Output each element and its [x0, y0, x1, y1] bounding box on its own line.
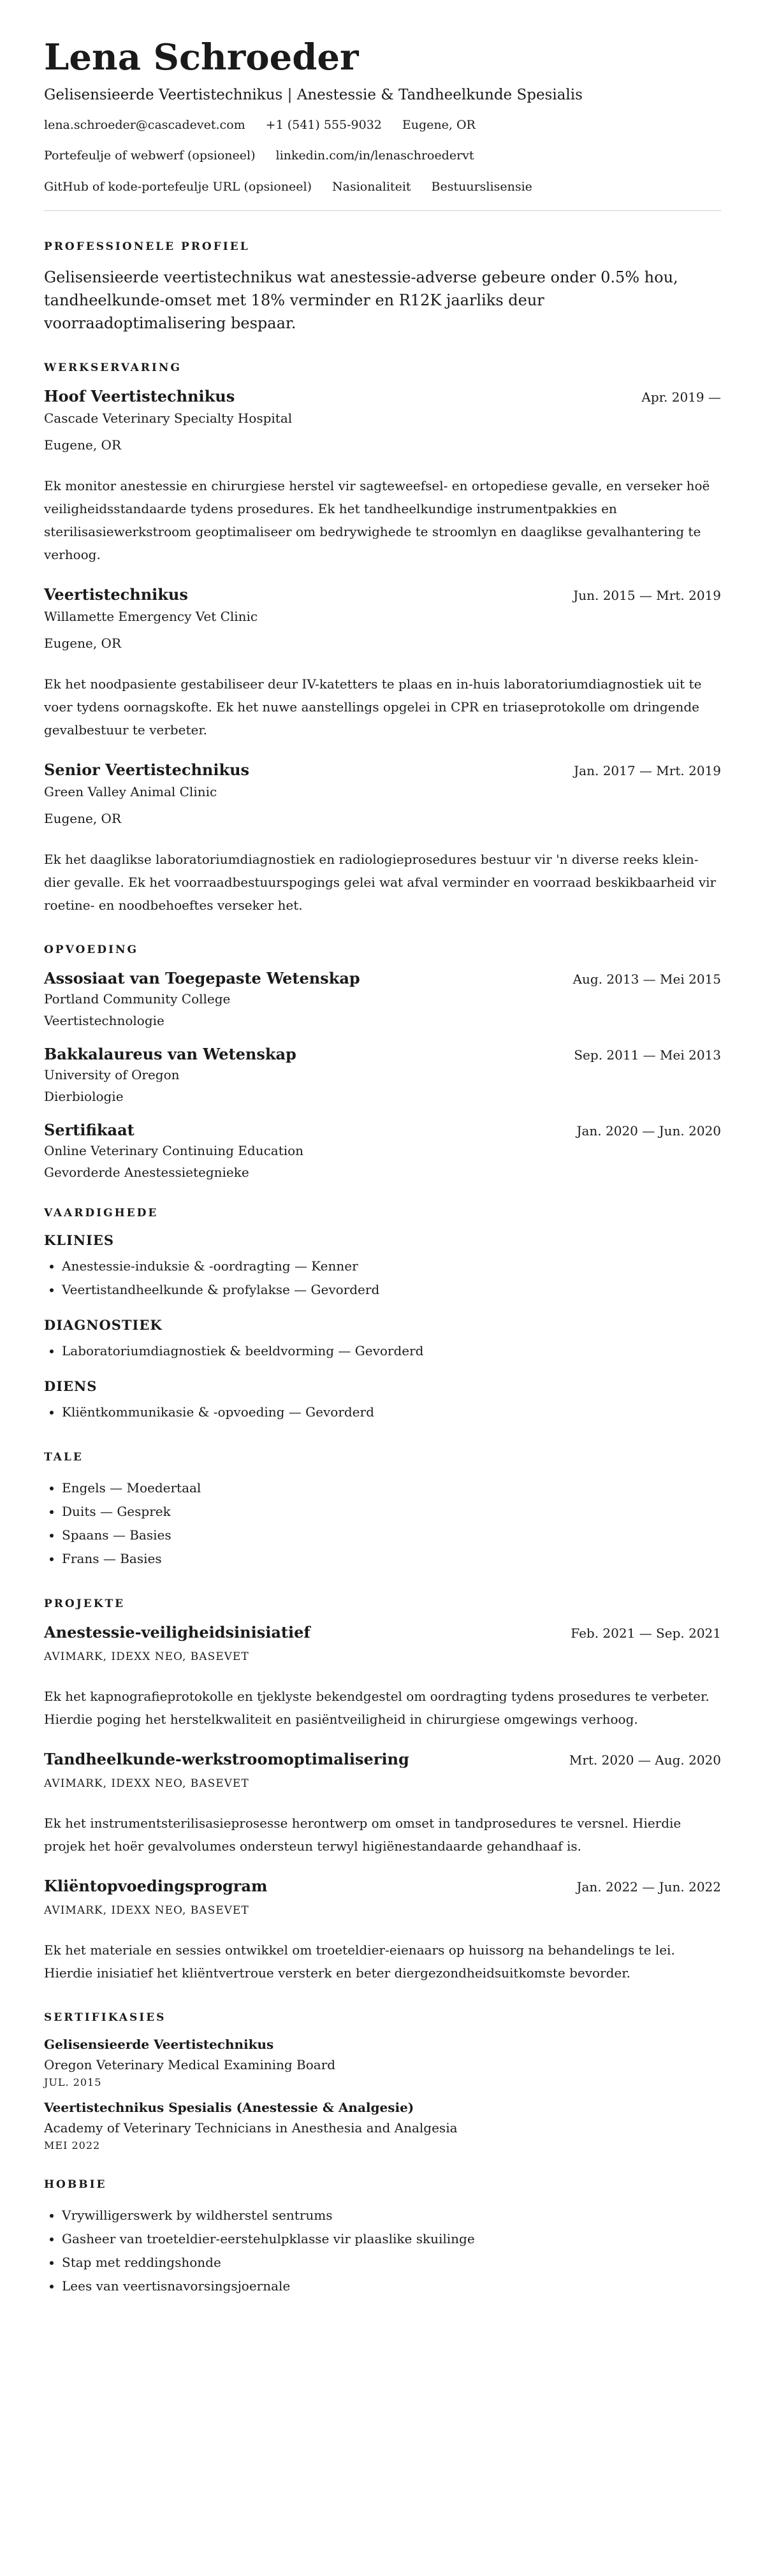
job-employer: Cascade Veterinary Specialty Hospital: [44, 410, 293, 426]
skill-category: [44, 1232, 721, 1302]
projects-section: [44, 1597, 721, 1984]
certification-name: Veertistechnikus Spesialis (Anestessie & Analgesie): [44, 2099, 414, 2115]
job-description: Ek monitor anestessie en chirurgiese herstel vir sagteweefsel- en ortopediese gevalle, en verseker hoë veiligheidsstandaarde tydens prosedures. Ek het tandheelkundige instrumentpakkies en sterilisasiewerkstroom geoptimaliseer om bedrywighede te stroomlyn en daaglikse gevalhantering te verhoog.: [44, 477, 710, 562]
job-location: Eugene, OR: [44, 635, 122, 651]
section-title-education: OPVOEDING: [44, 943, 139, 956]
language-item: • Spaans — Basies: [62, 1524, 721, 1547]
school-name: Online Veterinary Continuing Education: [44, 1142, 304, 1158]
hobby-item: • Gasheer van troeteldier-eerstehulpklasse vir plaaslike skuilinge: [62, 2227, 721, 2251]
experience-entry: [44, 760, 721, 917]
hobby-item: • Vrywilligerswerk by wildherstel sentrums: [62, 2204, 721, 2227]
study-field: Gevorderde Anestessietegnieke: [44, 1164, 249, 1180]
experience-section: [44, 361, 721, 917]
certification-date: MEI 2022: [44, 2139, 101, 2151]
skill-item: • Veertistandheelkunde & profylakse — Gevorderd: [62, 1278, 721, 1302]
certification-issuer: Oregon Veterinary Medical Examining Board: [44, 2056, 336, 2072]
degree-title: Bakkalaureus van Wetenskap: [44, 1044, 296, 1063]
section-title-profile: PROFESSIONELE PROFIEL: [44, 240, 250, 253]
job-description: Ek het noodpasiente gestabiliseer deur IV-katetters te plaas en in-huis laboratoriumdiagnostiek uit te voer tydens oornagskofte. Ek het nuwe aanstellings opgelei in CPR en triaseprotokolle om dringende gevalbestuur te verbeter.: [44, 676, 702, 738]
profile-summary: Gelisensieerde veertistechnikus wat anestessie-adverse gebeure onder 0.5% hou, tandheelkunde-omset met 18% verminder en R12K jaarliks deur voorraadoptimalisering bespaar.: [44, 268, 678, 332]
contact-license: Bestuurslisensie: [431, 179, 532, 194]
certification-name: Gelisensieerde Veertistechnikus: [44, 2036, 274, 2052]
job-date: Jan. 2017 — Mrt. 2019: [574, 762, 721, 778]
experience-entry: [44, 387, 721, 566]
degree-title: Sertifikaat: [44, 1120, 135, 1139]
certification-issuer: Academy of Veterinary Technicians in Anesthesia and Analgesia: [44, 2120, 458, 2136]
job-location: Eugene, OR: [44, 810, 122, 826]
section-title-projects: PROJEKTE: [44, 1597, 126, 1610]
education-entry: [44, 1045, 721, 1104]
skills-section: [44, 1207, 721, 1424]
certifications-section: [44, 2011, 721, 2151]
project-date: Feb. 2021 — Sep. 2021: [571, 1625, 721, 1641]
contact-github[interactable]: GitHub of kode-portefeulje URL (opsioneel): [44, 179, 312, 194]
profile-section: [44, 240, 721, 335]
header-divider: [44, 210, 721, 211]
skill-category-title: KLINIES: [44, 1232, 115, 1248]
contact-location: Eugene, OR: [402, 117, 476, 132]
contact-row-1: [44, 117, 721, 133]
certification-entry: [44, 2100, 721, 2151]
hobby-item: • Stap met reddingshonde: [62, 2251, 721, 2274]
study-field: Veertistechnologie: [44, 1012, 164, 1028]
education-section: [44, 943, 721, 1180]
skill-item: • Kliëntkommunikasie & -opvoeding — Gevorderd: [62, 1401, 721, 1424]
degree-date: Jan. 2020 — Jun. 2020: [576, 1123, 721, 1139]
job-title: Veertistechnikus: [44, 585, 188, 604]
contact-row-3: [44, 179, 721, 195]
project-name: Tandheelkunde-werkstroomoptimalisering: [44, 1749, 409, 1768]
project-date: Mrt. 2020 — Aug. 2020: [569, 1752, 721, 1768]
job-date: Apr. 2019 —: [641, 389, 721, 405]
job-location: Eugene, OR: [44, 437, 122, 453]
education-entry: [44, 1121, 721, 1180]
candidate-subtitle: Gelisensieerde Veertistechnikus | Anestessie & Tandheelkunde Spesialis: [44, 86, 583, 103]
project-entry: [44, 1623, 721, 1731]
project-entry: [44, 1877, 721, 1984]
hobbies-section: [44, 2178, 721, 2298]
job-description: Ek het daaglikse laboratoriumdiagnostiek en radiologieprosedures bestuur vir 'n diverse reeks klein-dier gevalle. Ek het voorraadbestuurspogings gelei wat afval verminder en voorraad beskikbaarheid vir roetine- en noodbehoeftes verseker het.: [44, 851, 717, 913]
degree-date: Aug. 2013 — Mei 2015: [572, 971, 721, 987]
skill-category-title: DIAGNOSTIEK: [44, 1316, 163, 1333]
project-description: Ek het kapnografieprotokolle en tjeklyste bekendgestel om oordragting tydens prosedures te verbeter. Hierdie poging het herstelkwaliteit en pasiëntveiligheid in chirurgiese omgewings verhoog.: [44, 1688, 710, 1727]
project-tech: AVIMARK, IDEXX NEO, BASEVET: [44, 1903, 249, 1917]
contact-linkedin[interactable]: linkedin.com/in/lenaschroedervt: [275, 149, 474, 163]
resume-header: [44, 38, 721, 195]
project-date: Jan. 2022 — Jun. 2022: [576, 1879, 721, 1895]
project-tech: AVIMARK, IDEXX NEO, BASEVET: [44, 1650, 249, 1663]
skill-category: [44, 1378, 721, 1424]
job-title: Senior Veertistechnikus: [44, 760, 250, 779]
project-name: Anestessie-veiligheidsinisiatief: [44, 1622, 310, 1641]
skill-item: • Anestessie-induksie & -oordragting — Kenner: [62, 1255, 721, 1278]
project-name: Kliëntopvoedingsprogram: [44, 1876, 268, 1895]
job-employer: Green Valley Animal Clinic: [44, 783, 217, 799]
degree-date: Sep. 2011 — Mei 2013: [574, 1047, 721, 1063]
education-entry: [44, 969, 721, 1028]
language-item: • Engels — Moedertaal: [62, 1476, 721, 1500]
certification-date: JUL. 2015: [44, 2076, 102, 2088]
language-item: • Frans — Basies: [62, 1547, 721, 1571]
school-name: Portland Community College: [44, 991, 231, 1007]
skill-category-title: DIENS: [44, 1378, 98, 1394]
study-field: Dierbiologie: [44, 1088, 124, 1104]
contact-row-2: [44, 148, 721, 164]
project-description: Ek het instrumentsterilisasieprosesse herontwerp om omset in tandprosedures te versnel. Hierdie projek het hoër gevalvolumes ondersteun terwyl higiënestandaarde gehandhaaf is.: [44, 1815, 681, 1854]
school-name: University of Oregon: [44, 1066, 180, 1082]
skill-item: • Laboratoriumdiagnostiek & beeldvorming — Gevorderd: [62, 1339, 721, 1363]
section-title-experience: WERKSERVARING: [44, 361, 182, 374]
contact-portfolio[interactable]: Portefeulje of webwerf (opsioneel): [44, 149, 256, 163]
languages-section: [44, 1451, 721, 1571]
job-title: Hoof Veertistechnikus: [44, 386, 235, 405]
language-item: • Duits — Gesprek: [62, 1500, 721, 1524]
experience-entry: [44, 585, 721, 741]
section-title-skills: VAARDIGHEDE: [44, 1206, 159, 1219]
section-title-certifications: SERTIFIKASIES: [44, 2011, 166, 2024]
contact-email[interactable]: lena.schroeder@cascadevet.com: [44, 117, 245, 132]
job-date: Jun. 2015 — Mrt. 2019: [573, 587, 721, 603]
candidate-name: Lena Schroeder: [44, 36, 359, 78]
project-tech: AVIMARK, IDEXX NEO, BASEVET: [44, 1777, 249, 1790]
section-title-hobbies: HOBBIE: [44, 2178, 107, 2191]
certification-entry: [44, 2037, 721, 2088]
section-title-languages: TALE: [44, 1450, 84, 1464]
skill-category: [44, 1317, 721, 1363]
contact-nationality: Nasionaliteit: [332, 179, 411, 194]
job-employer: Willamette Emergency Vet Clinic: [44, 608, 258, 624]
degree-title: Assosiaat van Toegepaste Wetenskap: [44, 968, 360, 987]
contact-phone[interactable]: +1 (541) 555-9032: [265, 117, 382, 132]
project-entry: [44, 1750, 721, 1858]
hobby-item: • Lees van veertisnavorsingsjoernale: [62, 2274, 721, 2298]
project-description: Ek het materiale en sessies ontwikkel om troeteldier-eienaars op huissorg na behandelings te lei. Hierdie inisiatief het kliëntvertroue versterk en beter diergezondheidsuitkomste bevorder.: [44, 1942, 675, 1981]
